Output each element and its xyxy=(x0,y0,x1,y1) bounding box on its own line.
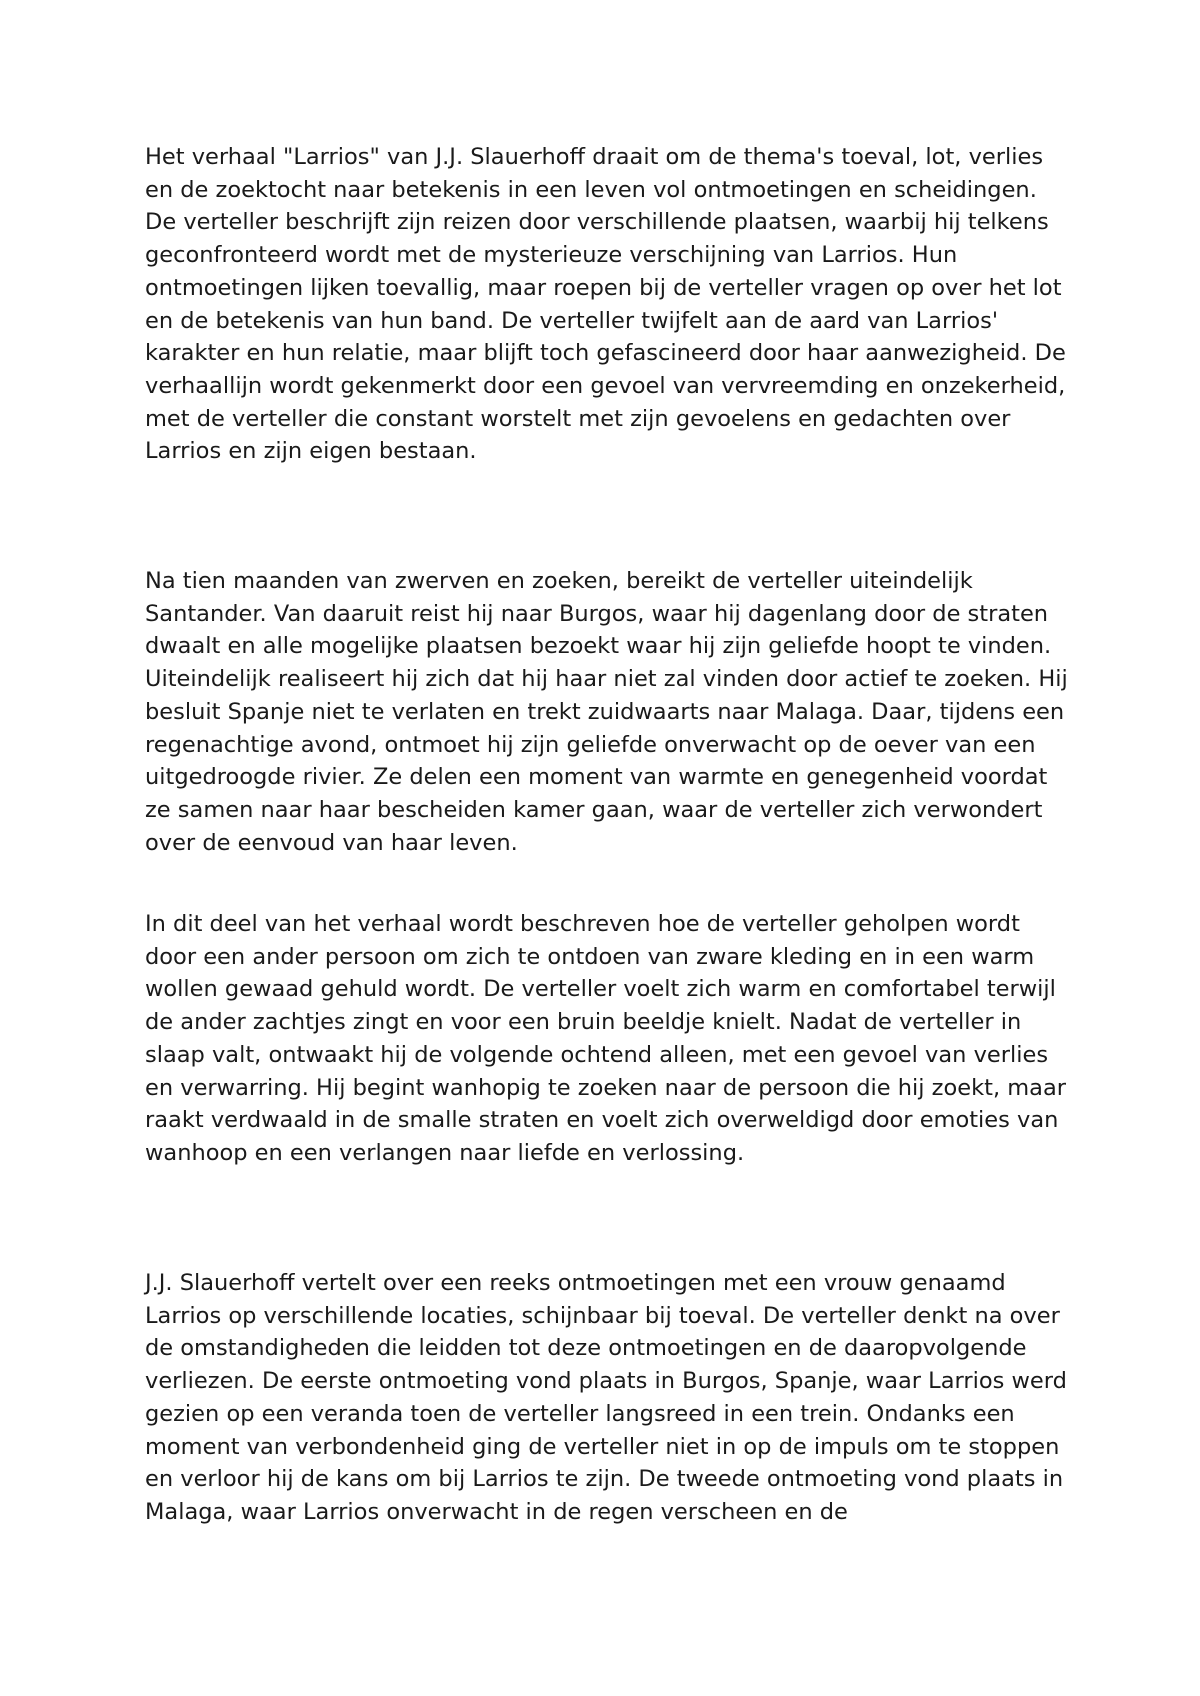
paragraph-woollen-robe: In dit deel van het verhaal wordt beschreven hoe de verteller geholpen wordt door een ander persoon om zich te ontdoen van zware kleding en in een warm wollen gewaad gehuld wordt. De verteller voelt zich warm en comfortabel terwijl de ander zachtjes zingt en voor een bruin beeldje knielt. Nadat de verteller in slaap valt, ontwaakt hij de volgende ochtend alleen, met een gevoel van verlies en verwarring. Hij begint wanhopig te zoeken naar de persoon die hij zoekt, maar raakt verdwaald in de smalle straten en voelt zich overweldigd door emoties van wanhoop en een verlangen naar liefde en verlossing. xyxy=(145,911,1067,1166)
paragraph-encounters: J.J. Slauerhoff vertelt over een reeks ontmoetingen met een vrouw genaamd Larrios op verschillende locaties, schijnbaar bij toeval. De verteller denkt na over de omstandigheden die leidden tot deze ontmoetingen en de daaropvolgende verliezen. De eerste ontmoeting vond plaats in Burgos, Spanje, waar Larrios werd gezien op een veranda toen de verteller langsreed in een trein. Ondanks een moment van verbondenheid ging de verteller niet in op de impuls om te stoppen en verloor hij de kans om bij Larrios te zijn. De tweede ontmoeting vond plaats in Malaga, waar Larrios onverwacht in de regen verscheen en de xyxy=(145,1270,1067,1525)
paragraph-santander-malaga: Na tien maanden van zwerven en zoeken, bereikt de verteller uiteindelijk Santander. Van daaruit reist hij naar Burgos, waar hij dagenlang door de straten dwaalt en alle mogelijke plaatsen bezoekt waar hij zijn geliefde hoopt te vinden. Uiteindelijk realiseert hij zich dat hij haar niet zal vinden door actief te zoeken. Hij besluit Spanje niet te verlaten en trekt zuidwaarts naar Malaga. Daar, tijdens een regenachtige avond, ontmoet hij zijn geliefde onverwacht op de oever van een uitgedroogde rivier. Ze delen een moment van warmte en genegenheid voordat ze samen naar haar bescheiden kamer gaan, waar de verteller zich verwondert over de eenvoud van haar leven. xyxy=(145,568,1068,856)
paragraph-summary: Het verhaal "Larrios" van J.J. Slauerhoff draait om de thema's toeval, lot, verlies en de zoektocht naar betekenis in een leven vol ontmoetingen en scheidingen. De verteller beschrijft zijn reizen door verschillende plaatsen, waarbij hij telkens geconfronteerd wordt met de mysterieuze verschijning van Larrios. Hun ontmoetingen lijken toevallig, maar roepen bij de verteller vragen op over het lot en de betekenis van hun band. De verteller twijfelt aan de aard van Larrios' karakter en hun relatie, maar blijft toch gefascineerd door haar aanwezigheid. De verhaallijn wordt gekenmerkt door een gevoel van vervreemding en onzekerheid, met de verteller die constant worstelt met zijn gevoelens en gedachten over Larrios en zijn eigen bestaan. xyxy=(145,144,1066,465)
